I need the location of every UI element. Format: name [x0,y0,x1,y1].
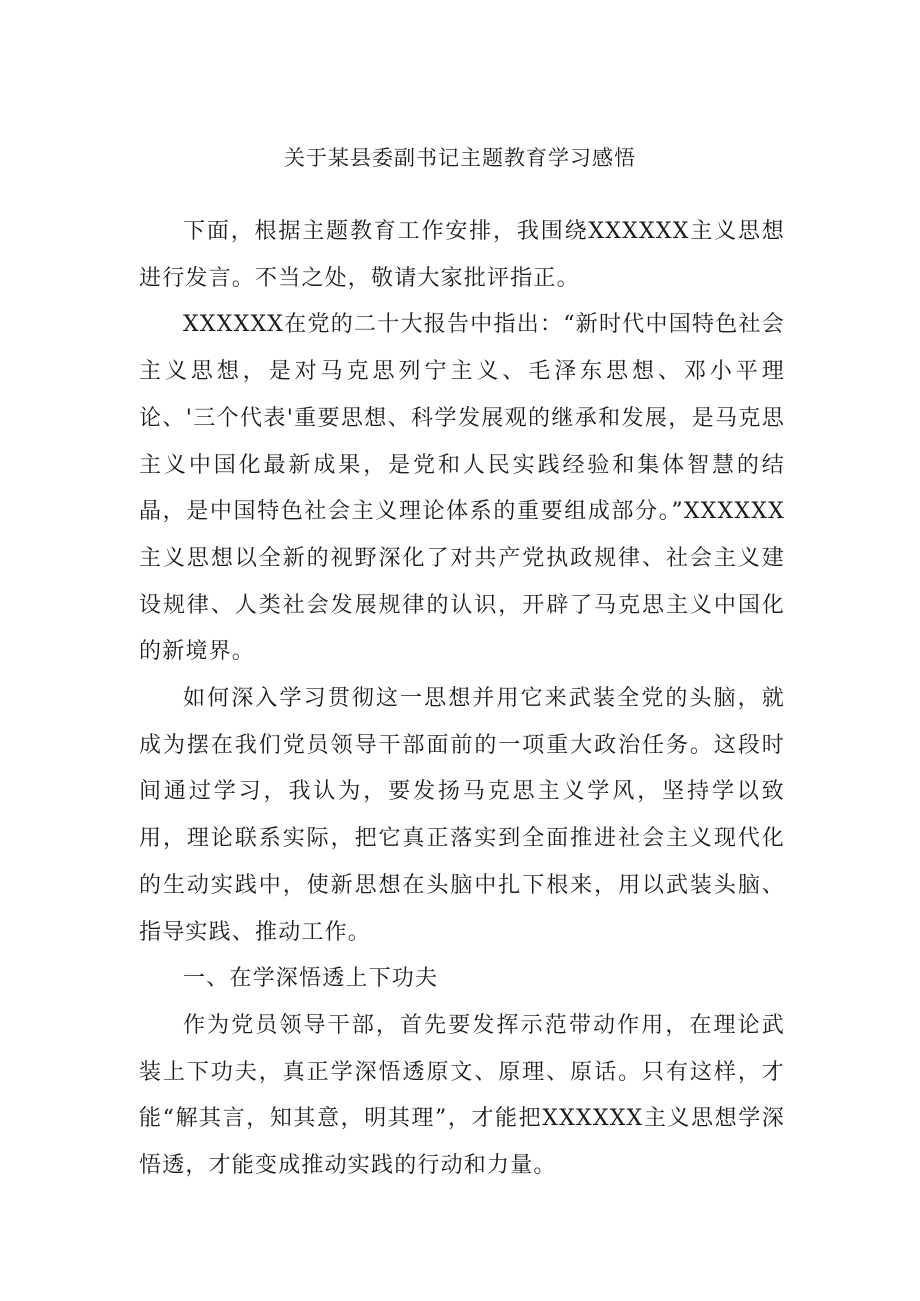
document-body [139,209,785,1190]
paragraph-section-one: 作为党员领导干部，首先要发挥示范带动作用，在理论武装上下功夫，真正学深悟透原文、原理、原话。只有这样，才能“解其言，知其意，明其理”，才能把XXXXXX主义思想学深悟透，才能变成推动实践的行动和力量。 [139,1012,785,1179]
paragraph-task: 如何深入学习贯彻这一思想并用它来武装全党的头脑，就成为摆在我们党员领导干部面前的一项重大政治任务。这段时间通过学习，我认为，要发扬马克思主义学风，坚持学以致用，理论联系实际，把它真正落实到全面推进社会主义现代化的生动实践中，使新思想在头脑中扎下根来，用以武装头脑、指导实践、推动工作。 [139,686,785,945]
document-title: 关于某县委副书记主题教育学习感悟 [284,146,636,170]
paragraph-report-quote: XXXXXX在党的二十大报告中指出：“新时代中国特色社会主义思想，是对马克思列宁主义、毛泽东思想、邓小平理论、'三个代表'重要思想、科学发展观的继承和发展，是马克思主义中国化最新成果，是党和人民实践经验和集体智慧的结晶，是中国特色社会主义理论体系的重要组成部分。”XXXXXX主义思想以全新的视野深化了对共产党执政规律、社会主义建设规律、人类社会发展规律的认识，开辟了马克思主义中国化的新境界。 [139,312,785,665]
section-heading: 一、在学深悟透上下功夫 [183,966,439,992]
paragraph-intro: 下面，根据主题教育工作安排，我围绕XXXXXX主义思想进行发言。不当之处，敬请大家批评指正。 [139,219,785,291]
